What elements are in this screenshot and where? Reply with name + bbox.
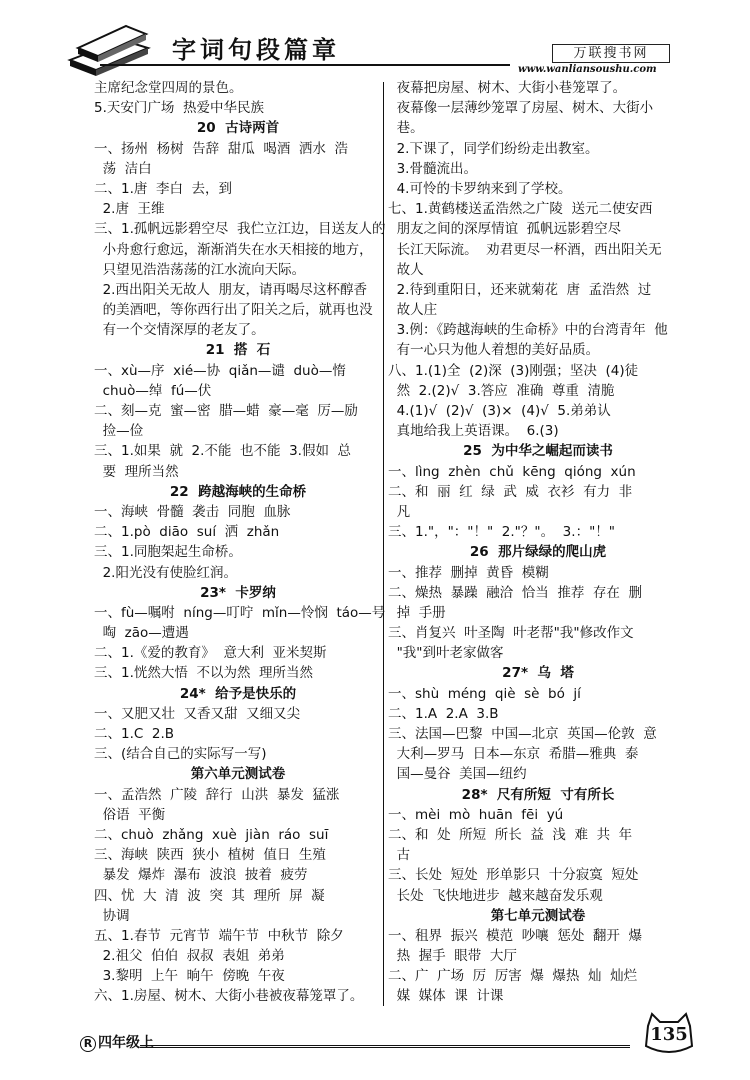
answer-line: 古 (388, 847, 411, 864)
answer-line: 国—曼谷 美国—纽约 (388, 766, 527, 783)
answer-line: 一、shù méng qiè sè bó jí (388, 685, 581, 702)
answer-line: 有一个交情深厚的老友了。 (94, 322, 265, 339)
answer-line: 朋友之间的深厚情谊 孤帆远影碧空尽 (388, 221, 622, 238)
answer-line: 七、1.黄鹤楼送孟浩然之广陵 送元二使安西 (388, 201, 653, 218)
answer-line: 二、刻—克 蜜—密 腊—蜡 豪—毫 厉—励 (94, 403, 358, 419)
answer-line: 三、法国—巴黎 中国—北京 英国—伦敦 意 (388, 726, 657, 742)
page-title: 字词句段篇章 (172, 36, 340, 64)
section-heading: 21 搭 石 (205, 342, 271, 359)
answer-line: 一、扬州 杨树 告辞 甜瓜 喝酒 洒水 浩 (94, 140, 348, 157)
grade-label (80, 1032, 154, 1052)
answer-line: 只望见浩浩荡荡的江水流向天际。 (94, 261, 306, 278)
answer-line: 二、chuò zhǎng xuè jiàn ráo suī (94, 826, 329, 843)
answer-line: 啕 zāo—遭遇 (94, 625, 189, 642)
section-heading: 第七单元测试卷 (490, 907, 586, 924)
answer-line: 二、1.pò diāo suí 洒 zhǎn (94, 524, 280, 541)
answer-line: 三、1.同胞架起生命桥。 (94, 544, 242, 561)
answer-line: 的美酒吧，等你西行出了阳关之后，就再也没 (94, 302, 373, 319)
answer-line: 5.天安门广场 热爱中华民族 (94, 100, 264, 117)
answer-line: 二、1.《爱的教育》 意大利 亚米契斯 (94, 645, 327, 662)
site-name: 万联搜书网 (552, 44, 670, 63)
answer-line: 二、1.A 2.A 3.B (388, 705, 499, 722)
section-heading: 24* 给予是快乐的 (179, 685, 297, 702)
answer-line: 2.下课了，同学们纷纷走出教室。 (388, 140, 599, 157)
answer-line: 小舟愈行愈远，渐渐消失在水天相接的地方， (94, 241, 373, 258)
section-heading: 26 那片绿绿的爬山虎 (469, 544, 607, 561)
answer-line: 2.待到重阳日，还来就菊花 唐 孟浩然 过 (388, 281, 652, 298)
answer-line: 三、1.孤帆远影碧空尽 我伫立江边，目送友人的 (94, 221, 386, 238)
answer-line: 四、忧 大 清 波 突 其 理所 屏 凝 (94, 887, 325, 904)
column-divider (383, 82, 384, 1006)
answer-line: 4.(1)√ (2)√ (3)× (4)√ 5.弟弟认 (388, 403, 611, 419)
page-header (0, 0, 750, 80)
answer-line: 3.例：《跨越海峡的生命桥》中的台湾青年 他 (388, 322, 668, 339)
answer-line: 一、xù—序 xié—协 qiǎn—谴 duò—惰 (94, 362, 346, 379)
answer-line: 要 理所当然 (94, 463, 179, 480)
answer-column-right (388, 78, 688, 1007)
answer-line: 2.唐 王维 (94, 201, 165, 218)
answer-line: 3.骨髓流出。 (388, 160, 477, 177)
answer-line: 故人 (388, 261, 424, 278)
answer-line: 4.可怜的卡罗纳来到了学校。 (388, 180, 572, 197)
grade-text: 四年级上 (98, 1035, 154, 1051)
section-heading: 20 古诗两首 (196, 120, 280, 137)
answer-line: 二、1.C 2.B (94, 726, 175, 742)
answer-line: 大利—罗马 日本—东京 希腊—雅典 泰 (388, 746, 639, 763)
answer-line: 三、长处 短处 形单影只 十分寂寞 短处 (388, 867, 639, 884)
answer-line: 三、海峡 陕西 狭小 植树 值日 生殖 (94, 847, 326, 864)
answer-line: 巷。 (388, 120, 424, 137)
edition-badge: R (80, 1036, 96, 1052)
answer-line: 夜幕像一层薄纱笼罩了房屋、树木、大街小 (388, 100, 654, 117)
answer-line: 夜幕把房屋、树木、大街小巷笼罩了。 (388, 80, 627, 96)
answer-line: 二、广 广场 厉 厉害 爆 爆热 灿 灿烂 (388, 968, 638, 985)
answer-line: 热 握手 眼带 大厅 (388, 948, 517, 965)
answer-line: 俗语 平衡 (94, 806, 166, 823)
answer-line: 二、1.唐 李白 去，到 (94, 180, 233, 197)
answer-line: 凡 (388, 503, 411, 520)
site-url[interactable]: www.wanliansoushu.com (518, 64, 657, 75)
answer-line: 荡 洁白 (94, 160, 152, 177)
answer-line: 一、lìng zhèn chǔ kēng qióng xún (388, 463, 636, 480)
answer-line: 协调 (94, 907, 130, 924)
section-heading: 第六单元测试卷 (190, 766, 286, 783)
answer-line: 二、燥热 暴躁 融洽 恰当 推荐 存在 删 (388, 584, 642, 601)
answer-line: 五、1.春节 元宵节 端午节 中秋节 除夕 (94, 927, 344, 944)
answer-line: 三、肖复兴 叶圣陶 叶老帮"我"修改作文 (388, 625, 634, 642)
answer-line: 长江天际流。 劝君更尽一杯酒，西出阳关无 (388, 241, 662, 258)
section-heading: 25 为中华之崛起而读书 (463, 443, 613, 460)
answer-line: 三、1.如果 就 2.不能 也不能 3.假如 总 (94, 443, 352, 460)
answer-line: 媒 媒体 课 计课 (388, 988, 504, 1005)
answer-line: 一、孟浩然 广陵 辞行 山洪 暴发 猛涨 (94, 786, 340, 803)
answer-line: 六、1.房屋、树木、大街小巷被夜幕笼罩了。 (94, 988, 364, 1005)
answer-line: 一、推荐 删掉 黄昏 模糊 (388, 564, 549, 581)
answer-line: 3.黎明 上午 晌午 傍晚 午夜 (94, 968, 285, 985)
page-number: 135 (650, 1024, 688, 1045)
section-heading: 28* 尺有所短 寸有所长 (461, 786, 615, 803)
section-heading: 22 跨越海峡的生命桥 (169, 483, 307, 500)
section-heading: 27* 乌 塔 (502, 665, 574, 682)
answer-line: 长处 飞快地进步 越来越奋发乐观 (388, 887, 603, 904)
books-icon (62, 18, 154, 78)
header-rule (100, 64, 510, 66)
answer-line: 三、1.恍然大悟 不以为然 理所当然 (94, 665, 314, 682)
footer-rule (140, 1045, 630, 1048)
answer-line: 二、和 处 所短 所长 益 浅 难 共 年 (388, 826, 633, 843)
answer-line: 掉 手册 (388, 604, 446, 621)
answer-line: 真地给我上英语课。 6.(3) (388, 423, 559, 440)
answer-line: 一、mèi mò huān fēi yú (388, 806, 564, 823)
answer-line: 2.西出阳关无故人 朋友，请再喝尽这杯醇香 (94, 281, 368, 298)
answer-line: 暴发 爆炸 瀑布 波浪 披着 疲劳 (94, 867, 308, 884)
answer-line: 三、(结合自己的实际写一写) (94, 746, 267, 763)
answer-line: 一、海峡 骨髓 袭击 同胞 血脉 (94, 503, 291, 520)
answer-line: 一、又肥又壮 又香又甜 又细又尖 (94, 705, 301, 722)
answer-line: 捡—俭 (94, 423, 144, 440)
section-heading: 23* 卡罗纳 (200, 584, 276, 601)
answer-line: chuò—绰 fú—伏 (94, 382, 212, 399)
answer-line: 有一心只为他人着想的美好品质。 (388, 342, 600, 359)
answer-line: 主席纪念堂四周的景色。 (94, 80, 243, 96)
answer-line: "我"到叶老家做客 (388, 645, 504, 662)
answer-line: 2.祖父 伯伯 叔叔 表姐 弟弟 (94, 948, 285, 965)
answer-line: 然 2.(2)√ 3.答应 准确 尊重 清脆 (388, 382, 615, 399)
answer-line: 八、1.(1)全 (2)深 (3)刚强；坚决 (4)徒 (388, 362, 639, 379)
answer-line: 三、1."，"："！" 2."？"。 3.："！" (388, 524, 615, 541)
answer-line: 一、fù—嘱咐 níng—叮咛 mǐn—怜悯 táo—号 (94, 604, 386, 621)
answer-line: 一、租界 振兴 模范 吵嚷 惩处 翻开 爆 (388, 927, 642, 944)
answer-line: 2.阳光没有使脸红润。 (94, 564, 237, 581)
answer-line: 二、和 丽 红 绿 武 威 衣衫 有力 非 (388, 483, 633, 500)
answer-column-left (94, 78, 386, 1007)
answer-line: 故人庄 (388, 302, 438, 319)
